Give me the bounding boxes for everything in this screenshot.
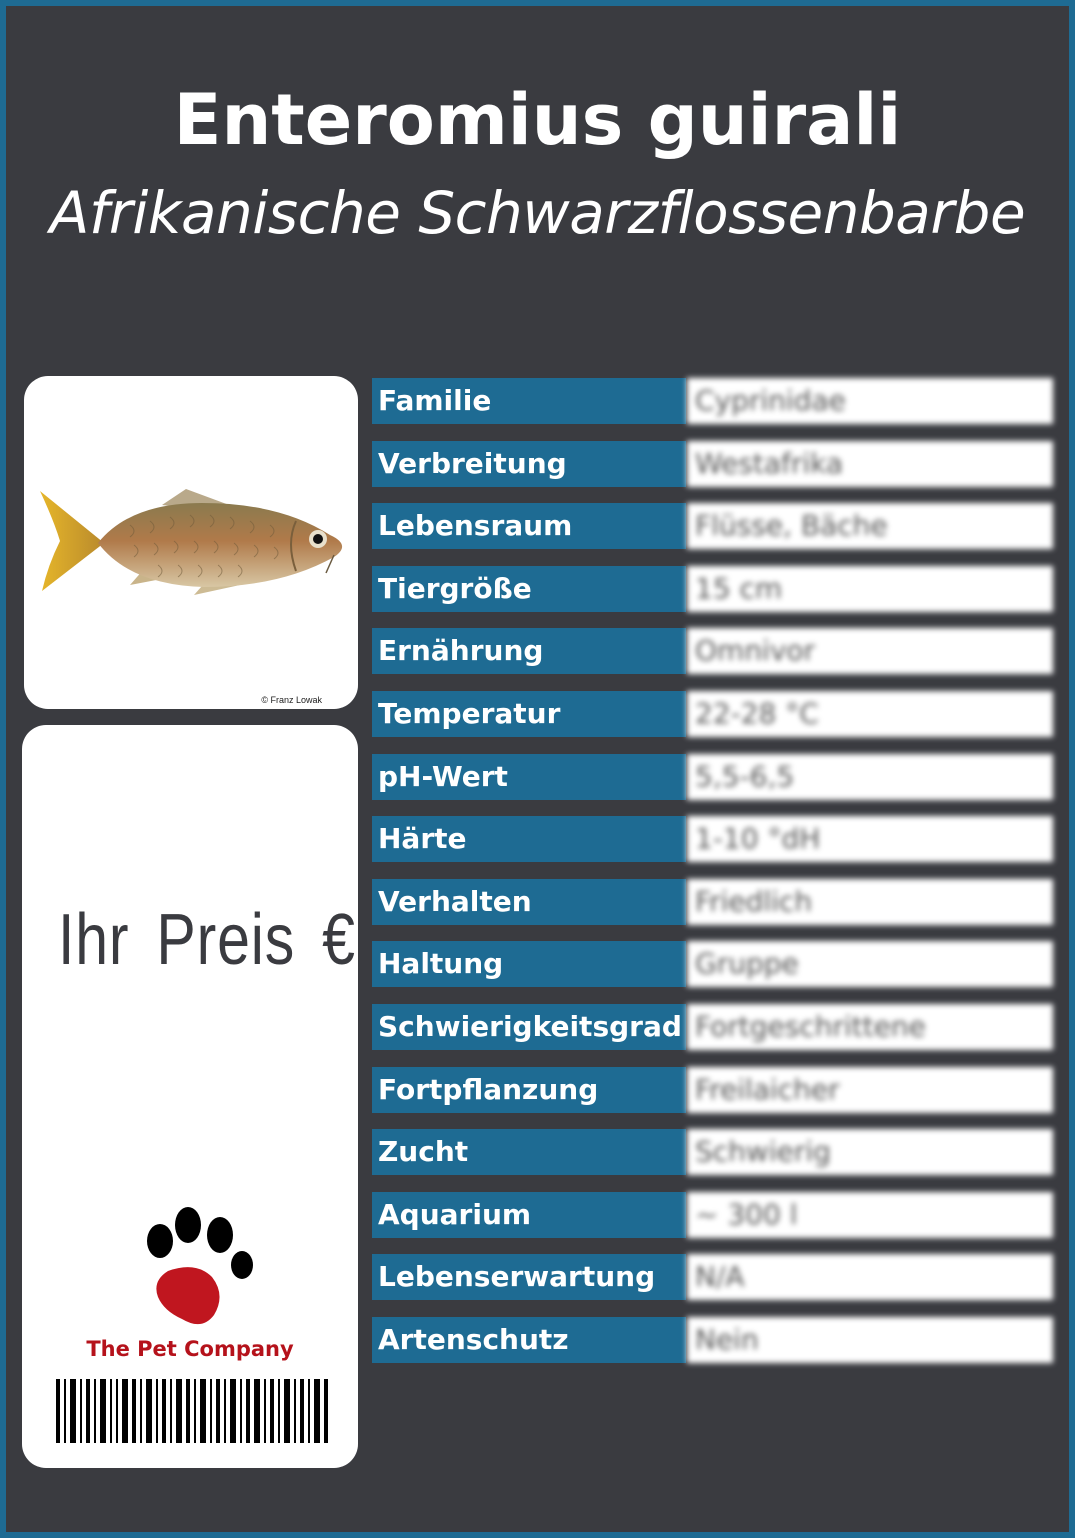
info-row-label: Lebenserwartung <box>372 1254 686 1300</box>
info-row-label: Temperatur <box>372 691 686 737</box>
info-row-label: Fortpflanzung <box>372 1067 686 1113</box>
info-row <box>372 1317 1053 1363</box>
info-row-value: Cyprinidae <box>687 378 1053 424</box>
photo-panel <box>24 376 358 709</box>
company-name: The Pet Company <box>86 1337 294 1361</box>
info-row-label: Verhalten <box>372 879 686 925</box>
info-row-label: Härte <box>372 816 686 862</box>
species-common-name: Afrikanische Schwarzflossenbarbe <box>49 179 1026 247</box>
info-row <box>372 1067 1053 1113</box>
info-row-label: Schwierigkeitsgrad <box>372 1004 686 1050</box>
info-row <box>372 1129 1053 1175</box>
fish-photo <box>34 481 352 609</box>
info-row <box>372 566 1053 612</box>
info-row-value: Schwierig <box>687 1129 1053 1175</box>
info-row-label: Familie <box>372 378 686 424</box>
info-row-value: ~ 300 l <box>687 1192 1053 1238</box>
info-row-label: Haltung <box>372 941 686 987</box>
info-row <box>372 816 1053 862</box>
info-row-value: 1-10 °dH <box>687 816 1053 862</box>
info-row-value: Omnivor <box>687 628 1053 674</box>
info-row <box>372 1192 1053 1238</box>
info-row-value: Nein <box>687 1317 1053 1363</box>
info-row <box>372 441 1053 487</box>
info-row <box>372 1004 1053 1050</box>
info-row <box>372 754 1053 800</box>
info-row-label: pH-Wert <box>372 754 686 800</box>
info-row-value: Fortgeschrittene <box>687 1004 1053 1050</box>
photo-credit: © Franz Lowak <box>261 695 322 705</box>
info-row <box>372 378 1053 424</box>
paw-icon <box>138 1207 254 1331</box>
species-title: Enteromius guirali <box>173 79 902 161</box>
info-row-value: N/A <box>687 1254 1053 1300</box>
info-row-value: Flüsse, Bäche <box>687 503 1053 549</box>
info-row-value: Freilaicher <box>687 1067 1053 1113</box>
info-row-value: Gruppe <box>687 941 1053 987</box>
info-row-label: Zucht <box>372 1129 686 1175</box>
info-row-label: Verbreitung <box>372 441 686 487</box>
info-row <box>372 1254 1053 1300</box>
info-row-label: Ernährung <box>372 628 686 674</box>
info-row <box>372 628 1053 674</box>
info-row-label: Aquarium <box>372 1192 686 1238</box>
info-row-label: Artenschutz <box>372 1317 686 1363</box>
barcode-icon <box>56 1379 332 1443</box>
info-row-value: 15 cm <box>687 566 1053 612</box>
info-row-label: Lebensraum <box>372 503 686 549</box>
info-row-value: 22-28 °C <box>687 691 1053 737</box>
price-label: Ihr Preis € <box>58 900 356 980</box>
info-row-label: Tiergröße <box>372 566 686 612</box>
info-row <box>372 879 1053 925</box>
info-row-value: 5,5-6,5 <box>687 754 1053 800</box>
info-row <box>372 941 1053 987</box>
info-row <box>372 503 1053 549</box>
info-row-value: Friedlich <box>687 879 1053 925</box>
info-row <box>372 691 1053 737</box>
price-panel <box>22 725 358 1468</box>
info-row-value: Westafrika <box>687 441 1053 487</box>
